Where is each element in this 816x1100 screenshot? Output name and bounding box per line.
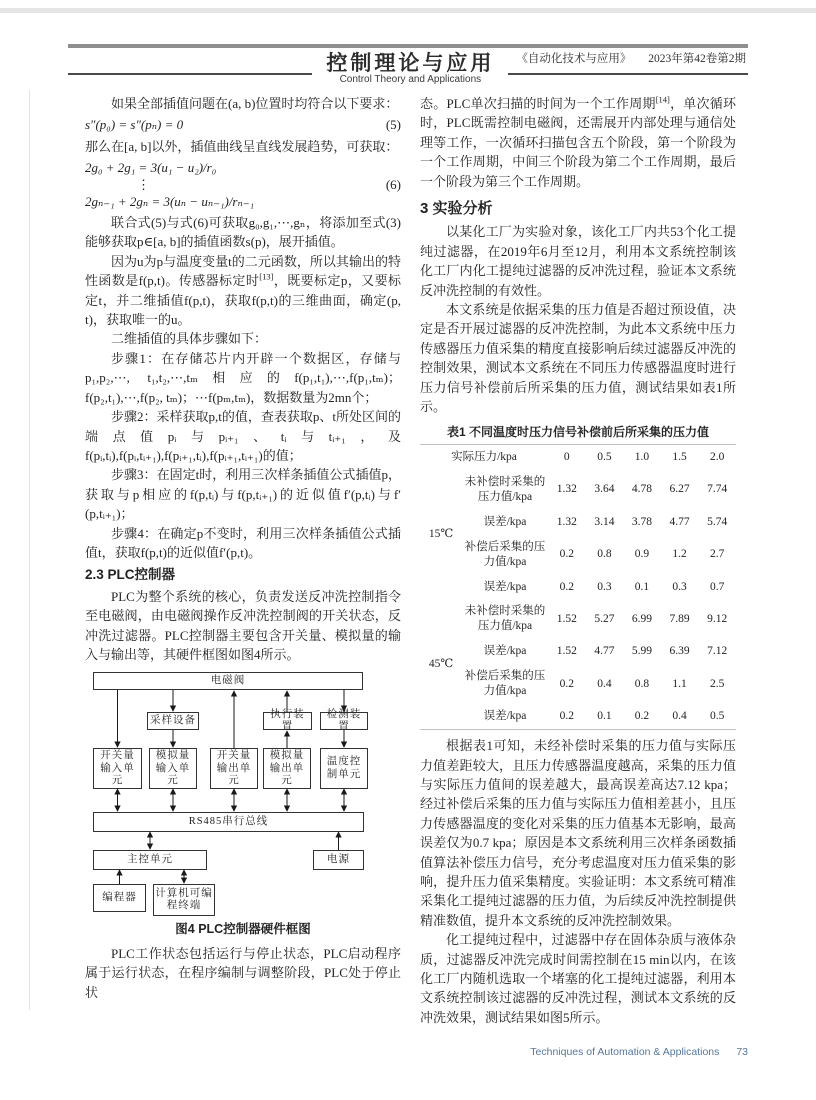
page-number: 73 xyxy=(736,1046,748,1058)
figure-box-digital-in: 开关量输入单元 xyxy=(93,748,142,789)
table-row xyxy=(420,664,736,704)
figure-box-analog-out: 模拟量输出单元 xyxy=(263,748,311,789)
equation-6 xyxy=(85,158,401,211)
paragraph-intro: 如果全部插值问题在(a, b)位置时均符合以下要求： xyxy=(111,96,399,111)
table-cell: 0.8 xyxy=(597,548,612,561)
figure-box-detector: 检测装置 xyxy=(320,712,368,730)
issue-name: 《自动化技术与应用》 xyxy=(516,53,632,65)
table-cell: 0.5 xyxy=(597,450,612,463)
paragraph-plc-state: PLC工作状态包括运行与停止状态，PLC启动程序属于运行状态，在程序编制与调整阶段，PLC处于停止状 xyxy=(85,945,401,1000)
table-row-label: 误差/kpa xyxy=(483,710,527,723)
table-cell: 1.52 xyxy=(556,645,577,658)
table-cell: 0.2 xyxy=(559,710,574,723)
table-temp-label: 45℃ xyxy=(428,657,454,670)
table-cell: 0 xyxy=(563,450,570,463)
table-row-label: 误差/kpa xyxy=(483,645,527,658)
table-cell: 0.4 xyxy=(672,710,687,723)
footer-journal-en: Techniques of Automation & Applications xyxy=(530,1046,720,1058)
table-cell: 1.52 xyxy=(556,612,577,625)
equation-6-dots: ⋮ xyxy=(137,176,150,192)
paragraph-then: 那么在[a, b]以外，插值曲线呈直线发展趋势，可获取： xyxy=(85,138,399,154)
table-temp-label: 15℃ xyxy=(428,528,454,541)
table-row-label: 补偿后采集的压力值/kpa xyxy=(464,670,546,698)
table-cell: 0.1 xyxy=(634,580,650,593)
table-cell: 1.32 xyxy=(556,483,577,496)
table-cell: 6.99 xyxy=(631,612,653,625)
paragraph-sensor xyxy=(85,252,401,330)
table-cell: 3.14 xyxy=(594,515,615,528)
table-cell: 1.2 xyxy=(672,548,687,561)
table-cell: 0.3 xyxy=(672,580,687,593)
table-row xyxy=(420,704,736,729)
journal-title-cn: 控制理论与应用 xyxy=(326,52,495,75)
figure-box-solenoid: 电磁阀 xyxy=(93,672,363,690)
section-heading-3: 3 实验分析 xyxy=(420,200,493,218)
scan-artifact-left xyxy=(29,90,30,1010)
table-cell: 0.2 xyxy=(559,677,574,690)
table-cell: 7.89 xyxy=(669,612,690,625)
header xyxy=(68,44,748,85)
equation-6-tag: (6) xyxy=(385,176,401,192)
table-row-label: 实际压力/kpa xyxy=(451,450,517,463)
figure4 xyxy=(85,670,401,918)
figure-box-terminal: 计算机可编程终端 xyxy=(153,884,215,916)
figure-box-bus: RS485串行总线 xyxy=(93,812,364,832)
paragraph-sensor-text2: ，既要标定p，又要标定t，并二维插值f(p,t)，获取f(p,t)的三维曲面，确定(p, t)，获取唯一的u。 xyxy=(85,273,401,328)
equation-6-line2: 2gₙ₋₁ + 2gₙ = 3(uₙ − uₙ₋₁)/rₙ₋₁ xyxy=(85,193,255,209)
scan-artifact-top xyxy=(0,8,816,13)
table-cell: 0.4 xyxy=(597,677,612,690)
citation-13: [13] xyxy=(259,271,274,282)
table-cell: 6.27 xyxy=(669,483,690,496)
figure-box-programmer: 编程器 xyxy=(93,884,146,912)
figure-box-actuator: 执行装置 xyxy=(263,712,312,730)
column-right xyxy=(420,94,736,1027)
paragraph-plc: PLC为整个系统的核心，负责发送反冲洗控制指令至电磁阀，由电磁阀操作反冲洗控制阀的开关状态，反冲洗过滤器。PLC控制器主要包含开关量、模拟量的输入与输出等，其硬件框图如图4所示。 xyxy=(85,588,401,662)
table-cell: 0.2 xyxy=(559,548,574,561)
table-row-label: 误差/kpa xyxy=(483,580,527,593)
table-cell: 2.5 xyxy=(710,677,725,690)
issue-volume: 2023年第42卷第2期 xyxy=(648,53,746,65)
table1-caption: 表1 不同温度时压力信号补偿前后所采集的压力值 xyxy=(446,424,709,439)
figure-box-sampling: 采样设备 xyxy=(147,712,199,730)
citation-14: [14] xyxy=(655,94,670,105)
header-rule-left xyxy=(68,47,312,75)
equation-6-line1: 2g₀ + 2g₁ = 3(u₁ − u₂)/r₀ xyxy=(85,160,217,176)
issue-info xyxy=(508,50,748,75)
table-cell: 7.74 xyxy=(707,483,728,496)
journal-title-en: Control Theory and Applications xyxy=(339,74,482,85)
footer xyxy=(68,1046,748,1058)
paragraph-exp1: 以某化工厂为实验对象，该化工厂内共53个化工提纯过滤器，在2019年6月至12月，利用本文系统控制该化工厂内化工提纯过滤器的反冲洗过程，验证本文系统反冲洗控制的有效性。 xyxy=(420,224,736,298)
table-cell: 2.7 xyxy=(710,548,725,561)
paragraph-step2: 步骤2：采样获取p,t的值，查表获取p、t所处区间的端点值pᵢ与pᵢ₊₁、tᵢ与tᵢ₊₁，及f(pᵢ,tᵢ),f(pᵢ,tᵢ₊₁),f(pᵢ₊₁,tᵢ),f(pᵢ₊₁,tᵢ₊₁)的值； xyxy=(85,409,401,463)
table-cell: 0.7 xyxy=(710,580,725,593)
equation-5-body: s″(p₀) = s″(pₙ) = 0 xyxy=(85,117,184,133)
paragraph-combine: 联合式(5)与式(6)可获取g₀,g₁,⋯,gₙ，将添加至式(3)能够获取p∈[a, b]的插值函数s(p)，展开插值。 xyxy=(85,215,401,250)
table-cell: 5.27 xyxy=(594,612,615,625)
table-cell: 7.12 xyxy=(707,645,728,658)
figure4-connectors xyxy=(85,670,401,918)
table-row-label: 补偿后采集的压力值/kpa xyxy=(464,540,546,568)
table-cell: 0.2 xyxy=(559,580,574,593)
table-cell: 0.3 xyxy=(597,580,612,593)
figure4-caption: 图4 PLC控制器硬件框图 xyxy=(175,922,311,937)
table-row-label: 误差/kpa xyxy=(483,515,527,528)
figure-box-main-unit: 主控单元 xyxy=(93,850,207,870)
table-cell: 0.8 xyxy=(634,677,650,690)
table-cell: 1.32 xyxy=(556,515,577,528)
table-cell: 3.78 xyxy=(631,515,653,528)
paragraph-step4: 步骤4：在确定p不变时，利用三次样条插值公式插值t，获取f(p,t)的近似值f′(p,t)。 xyxy=(85,525,401,560)
paragraph-continuation xyxy=(420,94,736,191)
journal-title-block xyxy=(312,53,508,86)
section-heading-2-3: 2.3 PLC控制器 xyxy=(85,567,176,583)
paragraph-step3: 步骤3：在固定t时，利用三次样条插值公式插值p，获取与p相应的f(p,tᵢ)与f(p,tᵢ₊₁)的近似值f′(p,tᵢ)与f′(p,tᵢ₊₁)； xyxy=(85,467,401,522)
table-cell: 4.78 xyxy=(631,483,653,496)
column-left xyxy=(85,94,401,1002)
table-cell: 0.1 xyxy=(597,710,612,723)
table-cell: 0.2 xyxy=(634,710,650,723)
table-row xyxy=(420,599,736,639)
table-row xyxy=(420,510,736,535)
paragraph-steps-title: 二维插值的具体步骤如下： xyxy=(111,331,268,347)
table-cell: 1.5 xyxy=(672,450,687,463)
table-cell: 0.9 xyxy=(634,548,650,561)
table-cell: 6.39 xyxy=(669,645,690,658)
table-cell: 1.1 xyxy=(672,677,687,690)
figure-box-analog-in: 模拟量输入单元 xyxy=(149,748,197,789)
paragraph-continuation-text2: ，单次循环时，PLC既需控制电磁阀，还需展开内部处理与通信处理等工作，一次循环扫描包含五个阶段，第一个阶段为一个工作周期，中间三个阶段为第二个工作周期，最后一个阶段为第三个工作周期。 xyxy=(420,96,736,189)
table-cell: 5.99 xyxy=(631,645,653,658)
table-row xyxy=(420,470,736,510)
figure-box-temp-unit: 温度控制单元 xyxy=(320,748,368,789)
figure-box-digital-out: 开关量输出单元 xyxy=(210,748,258,789)
table-cell: 4.77 xyxy=(594,645,615,658)
table-row-label: 未补偿时采集的压力值/kpa xyxy=(464,475,546,503)
table-cell: 4.77 xyxy=(669,515,690,528)
table-row-label: 未补偿时采集的压力值/kpa xyxy=(464,605,546,633)
paragraph-exp2: 本文系统是依据采集的压力值是否超过预设值，决定是否开展过滤器的反冲洗控制，为此本文系统中压力传感器压力值采集的精度直接影响后续过滤器反冲洗的控制效果，测试本文系统在不同压力传感器温度时进行压力信号补偿前后所采集的压力值，测试结果如表1所示。 xyxy=(420,302,736,415)
table-row xyxy=(420,444,736,469)
table-cell: 9.12 xyxy=(707,612,728,625)
equation-5-tag: (5) xyxy=(385,117,401,133)
table-row xyxy=(420,575,736,600)
table-row xyxy=(420,535,736,575)
table-cell: 5.74 xyxy=(707,515,728,528)
paragraph-step1: 步骤1：在存储芯片内开辟一个数据区，存储与p₁,p₂,⋯, t₁,t₂,⋯,tₘ相应的f(p₁,t₁),⋯,f(p₁,tₘ)；f(p₂,t₁),⋯,f(p₂, tₘ)；⋯f(pₘ,tₘ)，数据数量为2mn个； xyxy=(85,350,401,405)
paragraph-last: 化工提纯过程中，过滤器中存在固体杂质与液体杂质，过滤器反冲洗完成时间需控制在15 min以内，在该化工厂内随机选取一个堵塞的化工提纯过滤器，利用本文系统控制该过滤器的反冲洗过程，测试本文系统的反冲洗效果，测试结果如图5所示。 xyxy=(420,932,736,1025)
paragraph-continuation-text: 态。PLC单次扫描的时间为一个工作周期 xyxy=(420,96,656,111)
table-row xyxy=(420,639,736,664)
table-cell: 2.0 xyxy=(710,450,725,463)
figure-box-power: 电源 xyxy=(313,850,364,870)
paragraph-sensor-text: 因为u为p与温度变量t的二元函数，所以其输出的特性函数是f(p,t)。传感器标定时 xyxy=(85,253,401,289)
equation-5 xyxy=(85,115,401,134)
paragraph-result: 根据表1可知，未经补偿时采集的压力值与实际压力值差距较大，且压力传感器温度越高，采集的压力值与实际压力值间的误差越大，最高误差高达7.12 kpa；经过补偿后采集的压力值与实际压力值相差甚小，且压力传感器温度的变化对采集的压力值基本无影响，最高误差仅为0.7 kpa；原因是本文系统利用三次样条函数插值算法补偿压力信号，充分考虑温度对压力值采集的影响，提升压力值采集精度。实验证明：本文系统可精准采集化工提纯过滤器的压力值，为后续反冲洗控制提供精准数值，提升本文系统的反冲洗控制效果。 xyxy=(420,738,736,928)
table1 xyxy=(420,444,736,730)
table-cell: 3.64 xyxy=(594,483,615,496)
table-cell: 0.5 xyxy=(710,710,725,723)
table-cell: 1.0 xyxy=(634,450,650,463)
